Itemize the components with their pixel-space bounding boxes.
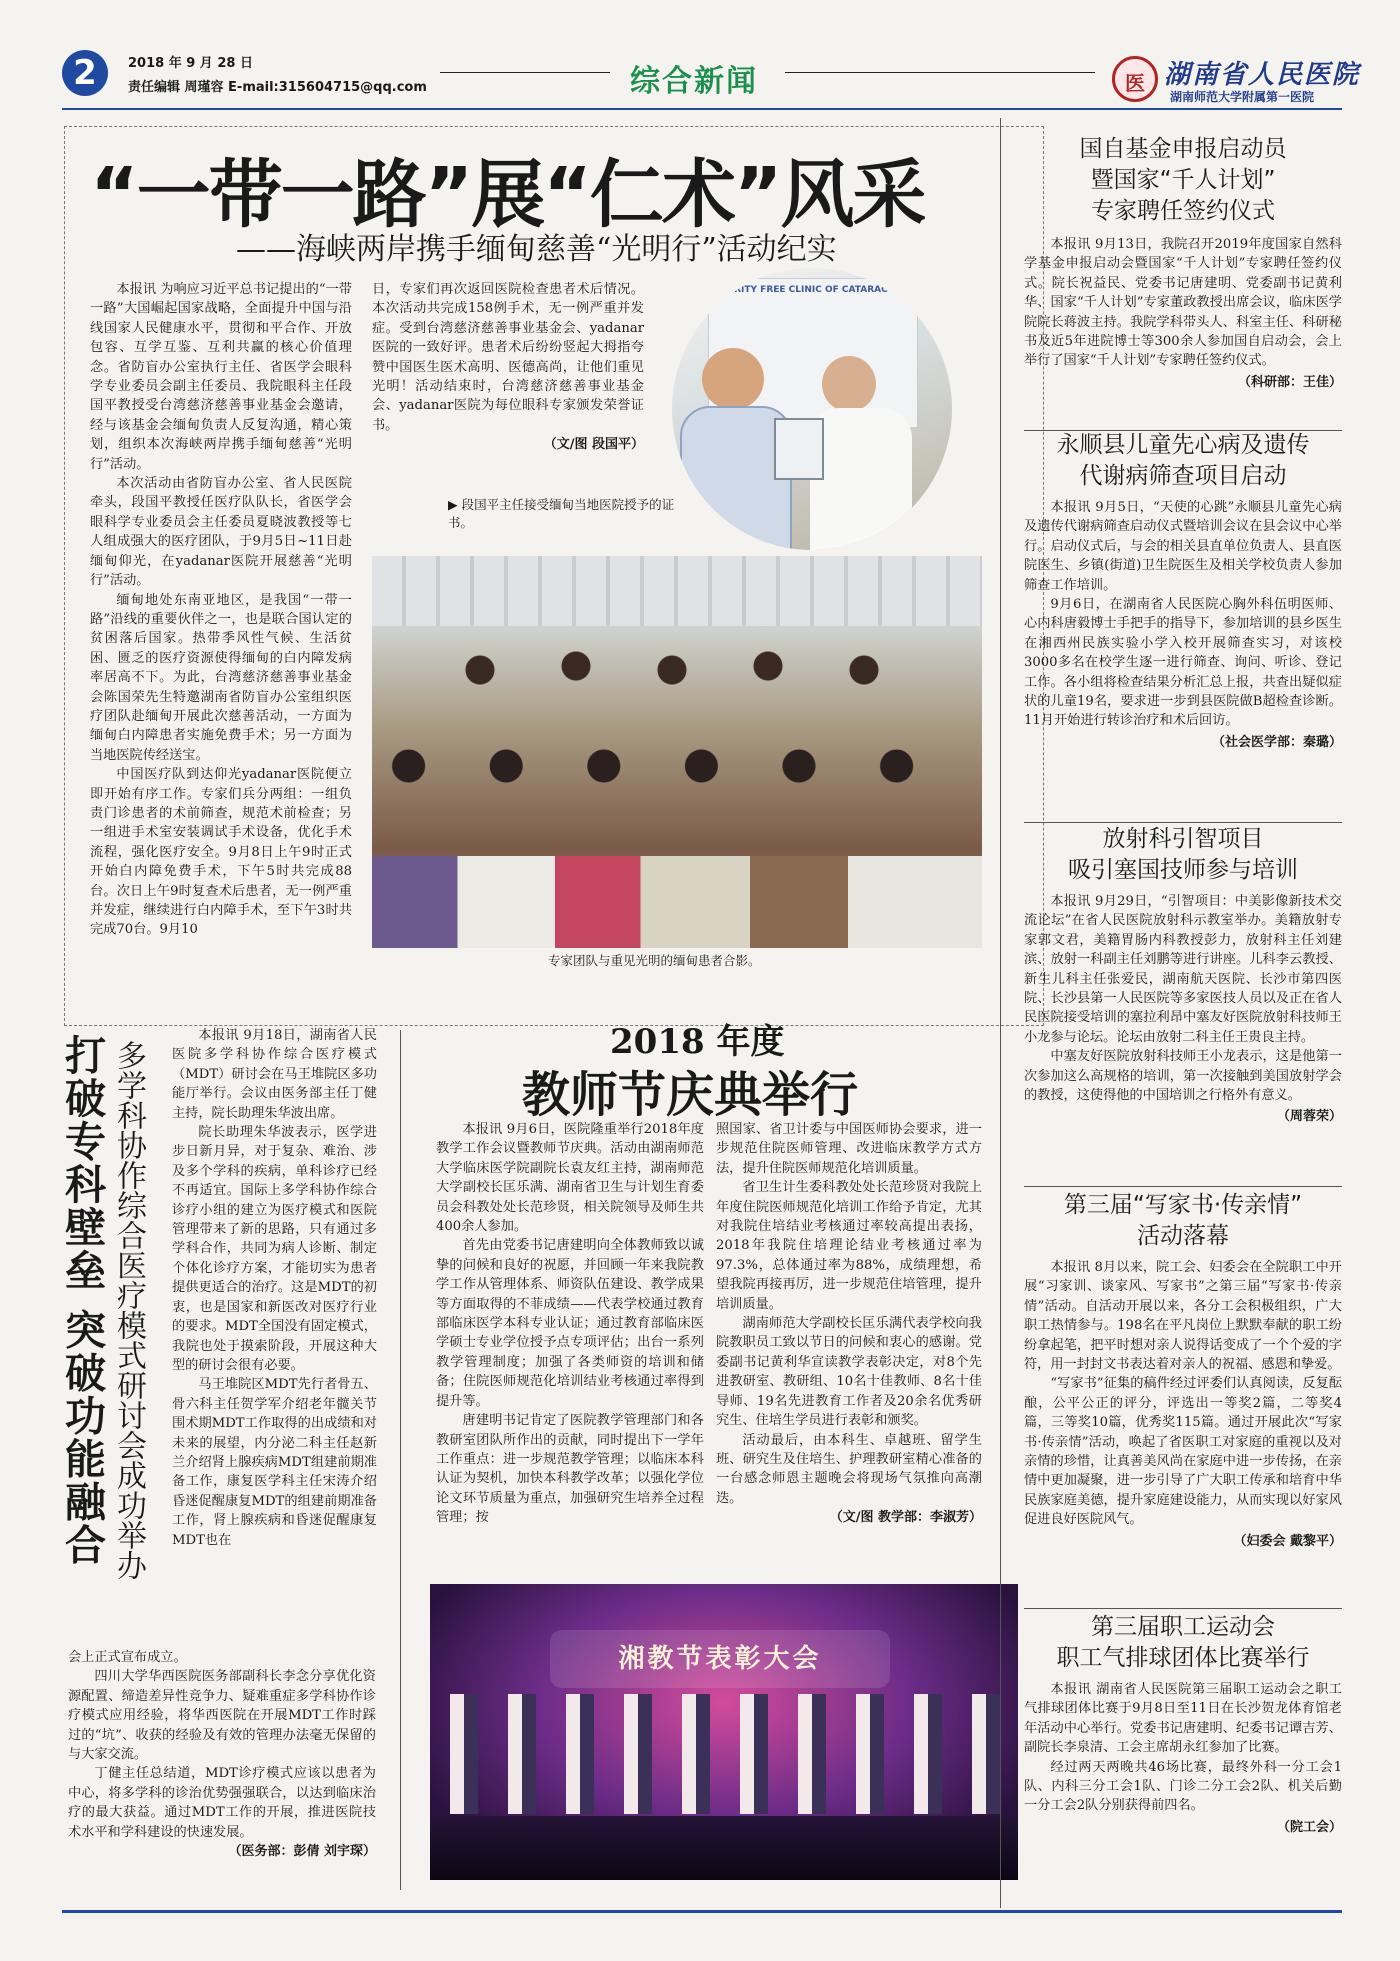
side-article-5: [1024, 1612, 1342, 1835]
certificate-photo: [672, 268, 952, 550]
mdt-article-col: [172, 1026, 377, 1550]
teacher-article-year: 2018 年度: [610, 1022, 785, 1062]
side-article-body: 本报讯 8月以来，院工会、妇委会在全院职工中开展“习家训、谈家风、写家书”之第三届“写家书·传亲情”活动。自活动开展以来，各分工会积极组织，广大职工热情参与。198名在平凡岗位上默默奉献的职工纷纷拿起笔，把平时想对亲人说得话变成了一个个爱的字符，用一封封文书表达着对亲人的祝福、感恩和挚爱。 “写家书”征集的稿件经过评委们认真阅读，反复酝酿，公平公正的评分，评选出一等奖2篇，二等奖4篇，三等奖10篇，优秀奖115篇。通过开展此次“写家书·传亲情”活动，唤起了省医职工对家庭的重视以及对亲情的珍惜，让真善美风尚在家庭中进一步传扬，在亲情中更加凝聚，进一步引导了广大职工传承和培育中华民族家庭美德，提升家庭建设能力，从而实现以好家风促进良好医院风气。: [1024, 1260, 1342, 1528]
hospital-subtitle: 湖南师范大学附属第一医院: [1170, 90, 1315, 104]
hospital-name: 湖南省人民医院: [1164, 60, 1361, 90]
byline: （医务部：彭倩 刘宇琛）: [228, 1844, 376, 1860]
paragraph: 活动最后，由本科生、卓越班、留学生班、研究生及住培生、护理教研室精心准备的一台感念师恩主题晚会将现场气氛推向高潮迭。: [716, 1432, 982, 1506]
byline: （文/图 段国平）: [543, 437, 644, 453]
side-article-title: 永顺县儿童先心病及遗传 代谢病筛查项目启动: [1056, 432, 1310, 489]
paragraph: 院长助理朱华波表示，医学进步日新月异，对于复杂、难治、涉及多个学科的疾病，单科诊疗已经不再适宜。国际上多学科协作综合诊疗小组的建立为医疗模式和医院管理带来了新的思路，只有通过多学科合作，共同为病人诊断、制定个体化诊疗方案，才能切实为患者提供更适合的治疗。这是MDT的初衷，也是国家和新医改对医疗行业的要求。MDT全国没有固定模式，我院也处于摸索阶段，开展这种大型的研讨会很有必要。: [172, 1125, 377, 1373]
paragraph: 缅甸地处东南亚地区，是我国“一带一路”沿线的重要伙伴之一，也是联合国认定的贫困落后国家。热带季风性气候、生活贫困、匮乏的医疗资源使得缅甸的白内障发病率居高不下。为此，台湾慈济慈善事业基金会陈国荣先生特邀湖南省防盲办公室组织医疗团队赴缅甸开展此次慈善活动，一方面为缅甸白内障患者实施免费手术；另一方面为当地医院传经送宝。: [90, 592, 352, 763]
caption-group: 专家团队与重见光明的缅甸患者合影。: [548, 953, 761, 968]
lead-article-subtitle: ——海峡两岸携手缅甸慈善“光明行”活动纪实: [236, 232, 837, 267]
person-shirt: [810, 408, 912, 550]
group-photo: [372, 556, 982, 948]
paragraph: 日，专家们再次返回医院检查患者术后情况。本次活动共完成158例手术，无一例严重并发症。受到台湾慈济慈善事业基金会、yadanar医院的一致好评。患者术后纷纷竖起大拇指夸赞中国医生医术高明、医德高尚，让他们重见光明！活动结束时，台湾慈济慈善事业基金会、yadanar医院为每位眼科专家颁发荣誉证书。: [372, 282, 644, 433]
header-rule-left: [440, 72, 610, 73]
byline: （周蓉荣）: [1276, 1109, 1342, 1125]
side-article-4: [1024, 1190, 1342, 1549]
side-article-3: [1024, 824, 1342, 1124]
lead-article-col2: [372, 280, 644, 455]
paragraph: 会上正式宣布成立。: [68, 1650, 187, 1665]
mdt-article-subtitle: 多学科协作综合医疗模式研讨会成功举办: [111, 1040, 146, 1580]
back-row-people: [432, 646, 912, 686]
paragraph: 首先由党委书记唐建明向全体教师致以诚挚的问候和良好的祝愿，并回顾一年来我院教学工作从管理体系、师资队伍建设、教学成果等方面取得的不菲成绩——代表学校通过教育部临床医学本科专业认证；通过教育部临床医学硕士专业学位授予点专项评估；出台一系列教学管理制度；加强了各类师资的培训和储备；住院医师规范化培训结业考核通过率得到提升等。: [436, 1238, 704, 1409]
paragraph: 本报讯 9月18日，湖南省人民医院多学科协作综合医疗模式（MDT）研讨会在马王堆院区多功能厅举行。会议由医务部主任丁健主持，院长助理朱华波出席。: [172, 1028, 377, 1121]
side-article-body: 本报讯 9月29日，“引智项目：中美影像新技术交流论坛”在省人民医院放射科示教室举办。美籍放射专家郭文君，美籍胃肠内科教授彭力，放射科主任刘建滨、放射一科副主任刘鹏等进行讲座。儿科李云教授、新生儿科主任张爱民，湖南航天医院、长沙市第四医院、长沙县第一人民医院等多家医技人员以及正在省人民医院接受培训的塞拉利昂中塞友好医院放射科技师王小龙参与论坛。论坛由放射二科主任王贵良主持。 中塞友好医院放射科技师王小龙表示，这是他第一次参加这么高规格的培训，第一次接触到美国放射学会的教授，这使得他的中国培训之行格外有意义。: [1024, 894, 1342, 1104]
caption-certificate: ▶ 段国平主任接受缅甸当地医院授予的证书。: [448, 497, 675, 530]
paragraph: 中国医疗队到达仰光yadanar医院便立即开始有序工作。专家们兵分两组：一组负责门诊患者的术前筛查，规范术前检查；另一组进手术室安装调试手术设备，优化手术流程，强化医疗安全。9月8日上午9时正式开始白内障免费手术，下午5时共完成88台。次日上午9时复查术后患者，无一例严重并发症，继续进行白内障手术，至下午3时共完成70台。9月10: [90, 767, 352, 938]
article-rule: [1024, 1186, 1342, 1187]
paragraph: 本次活动由省防盲办公室、省人民医院牵头，段国平教授任医疗队队长，省医学会眼科学专业委员会主任委员夏晓波教授等七人组成强大的医疗团队，于9月5日~11日赴缅甸仰光，在yadanar医院开展慈善“光明行”活动。: [90, 476, 352, 589]
paragraph: 本报讯 为响应习近平总书记提出的“一带一路”大国崛起国家战略，全面提升中国与沿线国家人民健康水平，贯彻和平合作、开放包容、互学互鉴、互利共赢的核心价值理念。省防盲办公室执行主任、省医学会眼科学专业委员会副主任委员、我院眼科主任段国平教授受台湾慈济慈善事业基金会邀请，经与该基金会缅甸负责人反复沟通，精心策划，组织本次海峡两岸携手缅甸慈善“光明行”活动。: [90, 282, 352, 472]
paragraph: 唐建明书记肯定了医院教学管理部门和各教研室团队所作出的贡献，同时提出下一学年工作重点：进一步规范教学管理；以临床本科认证为契机，加快本科教学改革；以强化学位论文环节质量为重点，加强研究生培养全过程管理；按: [436, 1413, 704, 1526]
side-article-title: 第三届职工运动会 职工气排球团体比赛举行: [1056, 1614, 1310, 1671]
canopy-roof: [372, 556, 982, 626]
teacher-article-col1: [436, 1120, 704, 1528]
person-head-icon: [822, 356, 876, 412]
paragraph: 本报讯 9月6日，医院隆重举行2018年度教学工作会议暨教师节庆典。活动由湖南师范大学临床医学院副院长袁友红主持，湖南师范大学副校长匡乐满、湖南省卫生与计划生育委员会科教处处长范珍贤，相关院领导及师生共400余人参加。: [436, 1122, 704, 1235]
lead-article-col1: [90, 280, 352, 940]
paragraph: 四川大学华西医院医务部副科长李念分享优化资源配置、缔造差异性竞争力、疑难重症多学科协作诊疗模式应用经验，将华西医院在开展MDT工作时踩过的“坑”、收获的经验及有效的管理办法毫无保留的与大家交流。: [68, 1669, 376, 1763]
paragraph: 丁健主任总结道，MDT诊疗模式应该以患者为中心，将多学科的诊治优势强强联合，以达到临床治疗的最大获益。通过MDT工作的开展，推进医院技术水平和学科建设的快速发展。: [68, 1766, 376, 1840]
teacher-article-title: 教师节庆典举行: [522, 1067, 859, 1123]
page-number: 2: [62, 50, 108, 96]
byline: （院工会）: [1276, 1819, 1342, 1835]
certificate-frame: [774, 418, 824, 480]
side-article-title: 放射科引智项目 吸引塞国技师参与培训: [1068, 826, 1298, 883]
paragraph: 湖南师范大学副校长匡乐满代表学校向我院教职员工致以节日的问候和衷心的感谢。党委副书记黄利华宣读教学表彰决定，对8个先进教研室、教研组、10名十佳教师、8名十佳导师、19名先进教育工作者及20余名优秀研究生、住培生学员进行表彰和颁奖。: [716, 1316, 982, 1429]
paragraph: 省卫生计生委科教处处长范珍贤对我院上年度住院医师规范化培训工作给予肯定，尤其对我院住培结业考核通过率较高提出表扬，2018年我院住培理论结业考核通过率为97.3%，总体通过率为88%，成绩理想，希望我院再接再厉，进一步规范住培管理，提升培训质量。: [716, 1180, 982, 1312]
award-recipients: [430, 1694, 1018, 1814]
side-article-1: [1024, 134, 1342, 390]
person-head-icon: [702, 348, 764, 410]
header-rule-right: [785, 72, 1095, 73]
column-rule: [1000, 118, 1001, 1908]
lead-article-title: “一带一路”展“仁术”风采: [90, 152, 925, 238]
paragraph: 马王堆院区MDT先行者骨五、骨六科主任贺学军介绍老年髋关节围术期MDT工作取得的出成绩和对未来的展望，内分泌二科主任赵新兰介绍肾上腺疾病MDT组建前期准备工作，康复医学科主任宋涛介绍昏迷促醒康复MDT的组建前期准备工作，肾上腺疾病和昏迷促醒康复MDT也在: [172, 1377, 377, 1548]
side-article-body: 本报讯 湖南省人民医院第三届职工运动会之职工气排球团体比赛于9月8日至11日在长沙贺龙体育馆老年活动中心举行。党委书记唐建明、纪委书记谭吉芳、副院长李泉清、工会主席胡永红参加了比赛。 经过两天两晚共46场比赛，最终外科一分工会1队、内科三分工会1队、门诊二分工会2队、机关后勤一分工会2队分别获得前四名。: [1024, 1682, 1342, 1814]
header-underline: [62, 108, 1342, 110]
side-article-body: 本报讯 9月13日，我院召开2019年度国家自然科学基金申报启动会暨国家“千人计划”专家聘任签约仪式。院长祝益民、党委书记唐建明、党委副书记黄利华、国家“千人计划”专家董政教授出席会议，临床医学院院长蒋波主持。我院学科带头人、科室主任、科研秘书及近5年进院博士等300余人参加国自启动会，会上举行了国家“千人计划”专家聘任签约仪式。: [1024, 237, 1342, 369]
teacher-article-col2: [716, 1120, 982, 1528]
stage-banner: 湘教节表彰大会: [550, 1630, 890, 1688]
article-rule: [1024, 822, 1342, 823]
side-article-2: [1024, 430, 1342, 750]
section-title: 综合新闻: [630, 64, 758, 99]
mdt-article-title: 打破专科壁垒 突破功能融合: [58, 1034, 106, 1567]
byline: （科研部：王佳）: [1237, 374, 1342, 390]
clinic-board: CHARITY FREE CLINIC OF CATARACT S: [708, 278, 918, 428]
front-row-people: [372, 856, 982, 948]
footer-rule: [62, 1910, 1342, 1913]
side-article-title: 国自基金申报启动员 暨国家“千人计划” 专家聘任签约仪式: [1079, 136, 1287, 224]
article-rule: [1024, 1608, 1342, 1609]
ceremony-photo: [430, 1584, 1018, 1880]
side-article-body: 本报讯 9月5日，“天使的心跳”永顺县儿童先心病及遗传代谢病筛查启动仪式暨培训会议在县会议中心举行。启动仪式后，与会的相关县直单位负责人、县直医院医生、乡镇(街道)卫生院医生及相关学校负责人参加筛查工作培训。 9月6日，在湖南省人民医院心胸外科伍明医师、心内科唐毅博士手把手的指导下，参加培训的县乡医生在湘西州民族实验小学入校开展筛查实习，对该校3000多名在校学生逐一进行筛查、询问、听诊、登记工作。各小组将检查结果分析汇总上报，共查出疑似症状的儿童19名，要求进一步到县医院做B超检查诊断。11月开始进行转诊治疗和术后回访。: [1024, 500, 1342, 729]
hospital-logo-icon: [1112, 56, 1158, 102]
stage-floor: [430, 1816, 1018, 1880]
byline: （妇委会 戴黎平）: [1233, 1533, 1342, 1549]
byline: （社会医学部：秦璐）: [1211, 734, 1342, 750]
issue-date: 2018 年 9 月 28 日: [128, 56, 253, 71]
byline: （文/图 教学部：李淑芳）: [829, 1510, 982, 1526]
side-article-title: 第三届“写家书·传亲情” 活动落幕: [1063, 1192, 1303, 1249]
middle-row-people: [372, 726, 982, 806]
column-rule: [400, 1030, 401, 1890]
editor-line: 责任编辑 周瑾容 E-mail:315604715@qq.com: [128, 80, 427, 95]
paragraph: 照国家、省卫计委与中国医师协会要求，进一步规范住院医师管理、改进临床教学方式方法，提升住院医师规范化培训质量。: [716, 1122, 982, 1176]
mdt-article-bottom: [68, 1648, 376, 1861]
